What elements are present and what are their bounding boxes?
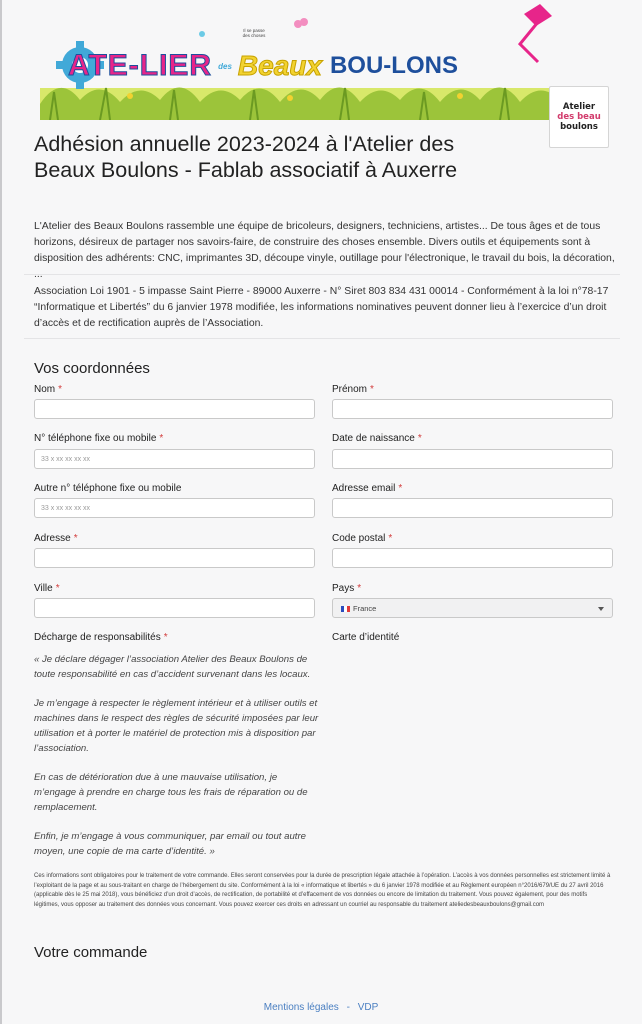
decharge-text	[34, 652, 319, 873]
banner-wordmark	[40, 44, 580, 88]
section-title-commande: Votre commande	[34, 944, 148, 961]
wordmark-atelier: ATE-LIER	[68, 49, 213, 82]
side-logo	[549, 86, 609, 148]
footer	[0, 1002, 642, 1013]
ville-input[interactable]	[34, 598, 315, 618]
banner-tagline: Il se passe des choses	[242, 28, 266, 38]
pays-value: France	[353, 604, 377, 613]
mentions-legales-link[interactable]: Mentions légales	[263, 1002, 339, 1013]
intro-text: L'Atelier des Beaux Boulons rassemble une équipe de bricoleurs, designers, techniciens, artistes... De tous âges et de tous horizons, désireux de partager nos savoirs-faire, de construire des choses ensemble. Divers outils et équipements sont à disposition des adhérents: CNC, imprimantes 3D, découpe vinyle, outillage pour l'électronique, le travail du bois, la décoration,	[34, 221, 615, 264]
wordmark-boulons: BOU-LONS	[329, 52, 458, 79]
pays-select[interactable]	[332, 598, 613, 618]
vdp-link[interactable]: VDP	[357, 1002, 379, 1013]
side-logo-line-1: Atelier	[562, 102, 596, 112]
chevron-down-icon	[598, 607, 604, 611]
page-title: Adhésion annuelle 2023-2024 à l'Atelier des Beaux Boulons - Fablab associatif à Auxerre	[34, 132, 458, 182]
adresse-label: Adresse *	[34, 533, 78, 544]
prenom-input[interactable]	[332, 399, 613, 419]
telephone2-input[interactable]: 33 x xx xx xx xx	[34, 498, 315, 518]
email-input[interactable]	[332, 498, 613, 518]
adresse-input[interactable]	[34, 548, 315, 568]
nom-input[interactable]	[34, 399, 315, 419]
email-label: Adresse email *	[332, 483, 403, 494]
telephone-input[interactable]: 33 x xx xx xx xx	[34, 449, 315, 469]
divider	[24, 338, 620, 339]
telephone-label: N° téléphone fixe ou mobile *	[34, 433, 164, 444]
naissance-label: Date de naissance *	[332, 433, 422, 444]
code-postal-label: Code postal *	[332, 533, 393, 544]
side-logo-line-2: des beau	[557, 112, 601, 122]
france-flag-icon	[341, 606, 350, 612]
wordmark-des: des	[218, 61, 232, 71]
telephone2-label: Autre n° téléphone fixe ou mobile	[34, 483, 182, 494]
footer-separator: -	[346, 1002, 350, 1013]
pays-label: Pays *	[332, 583, 362, 594]
header-banner	[40, 4, 580, 120]
decharge-paragraph: « Je déclare dégager l’association Atelier des Beaux Boulons de toute responsabilité en cas d’accident survenant dans les locaux.	[34, 654, 311, 680]
window-left-edge	[0, 0, 2, 1024]
decharge-paragraph: En cas de détérioration due à une mauvaise utilisation, je m’engage à prendre en charge tous les frais de réparation ou de remplacement.	[34, 772, 308, 813]
divider	[24, 274, 620, 275]
carte-identite-label: Carte d’identité	[332, 632, 400, 643]
naissance-input[interactable]	[332, 449, 613, 469]
prenom-label: Prénom *	[332, 384, 374, 395]
decharge-paragraph: Je m’engage à respecter le règlement intérieur et à utiliser outils et machines dans le respect des règles de sécurité imposées par leur utilisation et à porter le matériel de protection mis à disposition par l’association.	[34, 698, 319, 754]
data-protection-notice: Ces informations sont obligatoires pour le traitement de votre commande. Elles seront conservées pour la durée de prescription légale attachée à l’opération. L’accès à vos données personnelles est strictement limité à l’exploitant de la page et au sous-traitant en charge de l’hébergement du site. Conformément à la loi « informatique et libertés » du 6 janvier 1978 modifiée et au Règlement européen n°2016/679/UE du 27 avril 2016 (applicable dès le 25 mai 2018), vous bénéficiez d’un droit d’accès, de rectification, de portabilité et d’effacement de vos données ou encore de limitation du traitement. Vous pouvez également, pour des motifs légitimes, vous opposer au traitement des données vous concernant. Vous pouvez exercer ces droits en adressant un courriel au responsable du traitement ateliedesbeauxboulons@gmail.com	[34, 873, 611, 908]
section-title-coordonnees: Vos coordonnées	[34, 360, 150, 377]
decharge-label: Décharge de responsabilités *	[34, 632, 168, 643]
wordmark-beaux: Beaux	[237, 50, 322, 81]
legal-notice: Association Loi 1901 - 5 impasse Saint Pierre - 89000 Auxerre - N° Siret 803 834 431 00014 - Conformément à la loi n°78-17 “Informatique et Libertés” du 6 janvier 1978 modifiée, les informations nominatives peuvent donner lieu à l’exercice d’un droit d’accès et de rectification auprès de l’Association.	[34, 286, 609, 329]
code-postal-input[interactable]	[332, 548, 613, 568]
nom-label: Nom *	[34, 384, 63, 395]
ville-label: Ville *	[34, 583, 60, 594]
decharge-paragraph: Enfin, je m’engage à vous communiquer, par email ou tout autre moyen, une copie de ma carte d’identité. »	[34, 831, 306, 857]
side-logo-line-3: boulons	[560, 122, 598, 132]
